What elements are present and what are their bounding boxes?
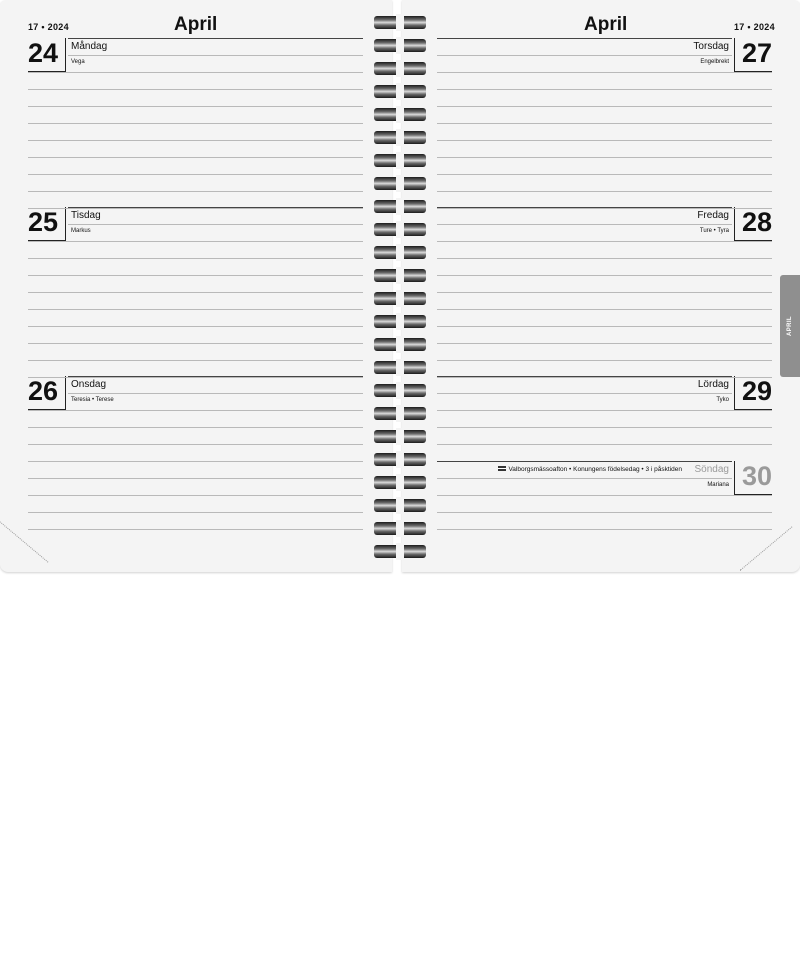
day-divider <box>437 38 732 39</box>
writing-line <box>437 157 772 158</box>
spiral-coil <box>374 16 426 29</box>
day-box-30 <box>734 461 772 495</box>
spiral-coil <box>374 85 426 98</box>
day-divider <box>437 207 732 208</box>
day-number: 26 <box>28 376 59 406</box>
spiral-coil <box>374 430 426 443</box>
day-box-25 <box>28 207 66 241</box>
writing-line <box>28 343 363 344</box>
writing-line <box>437 495 772 496</box>
writing-line <box>437 309 772 310</box>
day-name: Torsdag <box>693 41 729 52</box>
spiral-coil <box>374 453 426 466</box>
writing-line <box>437 224 732 225</box>
writing-line <box>437 512 772 513</box>
day-name: Lördag <box>697 379 729 390</box>
name-day: Vega <box>71 59 85 65</box>
spiral-coil <box>374 200 426 213</box>
writing-line <box>437 360 772 361</box>
day-number: 30 <box>741 461 772 491</box>
day-name: Fredag <box>697 210 729 221</box>
spiral-coil <box>374 315 426 328</box>
day-divider <box>437 376 732 377</box>
spiral-coil <box>374 407 426 420</box>
writing-line <box>28 444 363 445</box>
spiral-coil <box>374 292 426 305</box>
writing-line <box>28 72 363 73</box>
spiral-coil <box>374 269 426 282</box>
right-page <box>402 0 800 572</box>
writing-line <box>437 427 772 428</box>
writing-line <box>437 140 772 141</box>
writing-line <box>437 326 772 327</box>
day-name: Tisdag <box>71 210 101 221</box>
writing-line <box>28 275 363 276</box>
writing-line <box>28 512 363 513</box>
spiral-coil <box>374 108 426 121</box>
writing-line <box>28 410 363 411</box>
writing-line <box>437 208 772 209</box>
month-title: April <box>174 14 218 35</box>
name-day: Markus <box>71 228 91 234</box>
writing-line <box>28 123 363 124</box>
writing-line <box>28 140 363 141</box>
spiral-coil <box>374 361 426 374</box>
writing-line <box>28 157 363 158</box>
day-divider <box>68 38 363 39</box>
writing-line <box>437 529 772 530</box>
writing-line <box>68 55 363 56</box>
writing-line <box>28 529 363 530</box>
day-box-26 <box>28 376 66 410</box>
left-page <box>0 0 392 572</box>
writing-line <box>437 72 772 73</box>
writing-line <box>28 495 363 496</box>
perforation-mark <box>740 526 793 570</box>
holiday-note: Valborgsmässoafton • Konungens födelsedag • 3 i påsktiden <box>498 466 682 473</box>
spiral-coil <box>374 246 426 259</box>
writing-line <box>437 106 772 107</box>
spiral-coil <box>374 545 426 558</box>
writing-line <box>437 191 772 192</box>
writing-line <box>28 427 363 428</box>
writing-line <box>437 343 772 344</box>
writing-line <box>437 410 772 411</box>
day-number: 25 <box>28 207 59 237</box>
writing-line <box>437 55 732 56</box>
spiral-coil <box>374 338 426 351</box>
day-divider <box>68 376 363 377</box>
perforation-mark <box>0 518 48 562</box>
writing-line <box>28 191 363 192</box>
day-divider <box>437 461 732 462</box>
day-name: Onsdag <box>71 379 107 390</box>
writing-line <box>28 461 363 462</box>
writing-line <box>437 89 772 90</box>
spiral-coil <box>374 154 426 167</box>
day-number: 29 <box>741 376 772 406</box>
name-day: Ture • Tyra <box>699 228 729 234</box>
name-day: Mariana <box>707 482 729 488</box>
writing-line <box>437 241 772 242</box>
day-name: Måndag <box>71 41 108 52</box>
writing-line <box>28 258 363 259</box>
writing-line <box>28 106 363 107</box>
writing-line <box>437 444 772 445</box>
writing-line <box>28 309 363 310</box>
name-day: Tyko <box>716 397 729 403</box>
spiral-coil <box>374 223 426 236</box>
writing-line <box>68 393 363 394</box>
writing-line <box>28 89 363 90</box>
day-box-29 <box>734 376 772 410</box>
spiral-coil <box>374 131 426 144</box>
day-box-24 <box>28 38 66 72</box>
spiral-coil <box>374 39 426 52</box>
writing-line <box>28 360 363 361</box>
writing-line <box>437 174 772 175</box>
writing-line <box>437 258 772 259</box>
day-number: 27 <box>741 38 772 68</box>
week-label: 17 • 2024 <box>734 22 775 32</box>
day-divider <box>68 207 363 208</box>
month-title: April <box>584 14 628 35</box>
day-box-28 <box>734 207 772 241</box>
spiral-coil <box>374 522 426 535</box>
spiral-coil <box>374 384 426 397</box>
spiral-coil <box>374 62 426 75</box>
writing-line <box>437 377 772 378</box>
writing-line <box>28 478 363 479</box>
writing-line <box>28 241 363 242</box>
day-box-27 <box>734 38 772 72</box>
writing-line <box>28 208 363 209</box>
writing-line <box>437 292 772 293</box>
writing-line <box>28 292 363 293</box>
spiral-coil <box>374 177 426 190</box>
day-number: 28 <box>741 207 772 237</box>
writing-line <box>68 224 363 225</box>
writing-line <box>437 393 732 394</box>
spiral-coil <box>374 476 426 489</box>
name-day: Engelbrekt <box>700 59 729 65</box>
writing-line <box>28 326 363 327</box>
day-name: Söndag <box>694 464 729 475</box>
writing-line <box>437 275 772 276</box>
day-number: 24 <box>28 38 59 68</box>
writing-line <box>28 377 363 378</box>
writing-line <box>437 123 772 124</box>
week-label: 17 • 2024 <box>28 22 69 32</box>
name-day: Teresia • Terese <box>71 397 114 403</box>
writing-line <box>28 174 363 175</box>
flag-icon <box>498 466 506 471</box>
writing-line <box>437 478 732 479</box>
spiral-coil <box>374 499 426 512</box>
month-tab[interactable]: APRIL <box>780 275 800 377</box>
